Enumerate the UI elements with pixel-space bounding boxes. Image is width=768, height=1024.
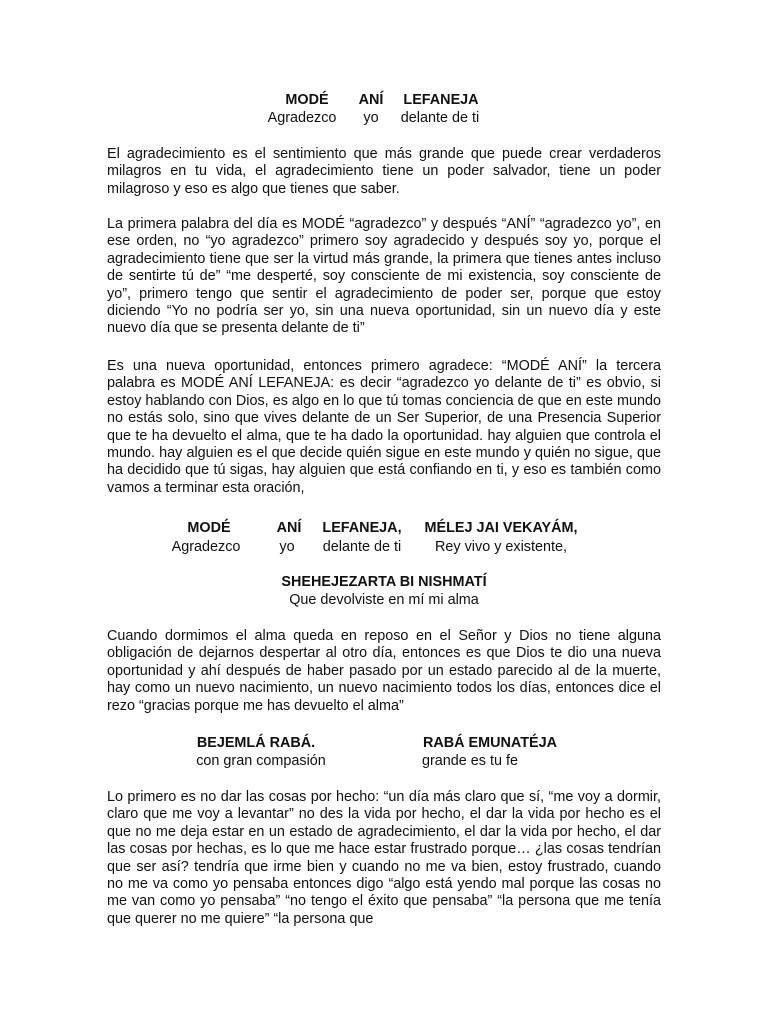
translation-yo: yo	[363, 110, 379, 126]
heading-word-ani: ANÍ	[358, 92, 384, 108]
heading-word-mode: MODÉ	[285, 92, 329, 108]
heading2-word-melej: MÉLEJ JAI VEKAYÁM,	[424, 520, 578, 536]
translation2-yo: yo	[279, 539, 295, 555]
translation2-delante-de-ti: delante de ti	[322, 539, 402, 555]
paragraph-4: Cuando dormimos el alma queda en reposo en el Señor y Dios no tiene alguna obligación de dejarnos despertar al otro día, entonces es que Dios te dio una nueva oportunidad y ahí después de haber pasado por un estado parecido al de la muerte, hay como un nuevo nacimiento, un nuevo nacimiento todos los días, entonces dice el rezo “gracias porque me has devuelto el alma”	[107, 628, 661, 714]
paragraph-5: Lo primero es no dar las cosas por hecho: “un día más claro que sí, “me voy a dormir, claro que me voy a levantar” no des la vida por hecho, el dar la vida por hecho es el que no me deja estar en un estado de agradecimiento, el dar la vida por hecho, el dar las cosas por hechas, es lo que me hace estar frustrado porque… ¿las cosas tendrían que ser así? tendría que irme bien y cuando no me va bien, estoy frustrado, cuando no me va como yo pensaba entonces digo “algo está yendo mal porque las cosas no me van como yo pensaba” “no tengo el éxito que pensaba” “la persona que me tenía que querer no me quiere” “la persona que	[107, 789, 661, 927]
translation2-rey-vivo: Rey vivo y existente,	[435, 539, 567, 555]
heading4-raba-emunateja: RABÁ EMUNATÉJA	[422, 735, 558, 751]
translation4-con-gran-compasion: con gran compasión	[196, 753, 326, 769]
translation3-que-devolviste: Que devolviste en mí mi alma	[289, 592, 479, 608]
heading-word-lefaneja: LEFANEJA	[403, 92, 479, 108]
heading4-bejemla-raba: BEJEMLÁ RABÁ.	[196, 735, 316, 751]
heading2-word-ani: ANÍ	[276, 520, 302, 536]
paragraph-1: El agradecimiento es el sentimiento que más grande que puede crear verdaderos milagros en tu vida, el agradecimiento tiene un poder salvador, tiene un poder milagroso y eso es algo que tienes que saber.	[107, 146, 661, 197]
paragraph-3: Es una nueva oportunidad, entonces primero agradece: “MODÉ ANÍ” la tercera palabra es MODÉ ANÍ LEFANEJA: es decir “agradezco yo delante de ti” es obvio, si estoy hablando con Dios, es algo en lo que tú tomas conciencia de que en este mundo no estás solo, sino que vives delante de un Ser Superior, de una Presencia Superior que te ha devuelto el alma, que te ha dado la oportunidad. hay alguien que controla el mundo. hay alguien es el que decide quién sigue en este mundo y quién no sigue, que ha decidido que tú sigas, hay alguien que está confiando en ti, y eso es también como vamos a terminar esta oración,	[107, 358, 661, 496]
translation2-agradezco: Agradezco	[171, 539, 241, 555]
paragraph-2: La primera palabra del día es MODÉ “agradezco” y después “ANÍ” “agradezco yo”, en ese orden, no “yo agradezco” primero soy agradecido y después soy yo, porque el agradecimiento tiene que ser la virtud más grande, la primera que tienes antes incluso de sentirte tú de” “me desperté, soy consciente de mi existencia, soy consciente de yo”, primero tengo que sentir el agradecimiento de poder ser, porque que estoy diciendo “Yo no podría ser yo, sin una nueva oportunidad, sin un nuevo día y este nuevo día que se presenta delante de ti”	[107, 216, 661, 337]
heading2-word-mode: MODÉ	[187, 520, 231, 536]
heading3-shehejezarta: SHEHEJEZARTA BI NISHMATÍ	[281, 574, 487, 590]
heading2-word-lefaneja: LEFANEJA,	[322, 520, 402, 536]
translation-agradezco: Agradezco	[267, 110, 337, 126]
translation-delante-de-ti: delante de ti	[400, 110, 480, 126]
translation4-grande-es-tu-fe: grande es tu fe	[421, 753, 518, 769]
